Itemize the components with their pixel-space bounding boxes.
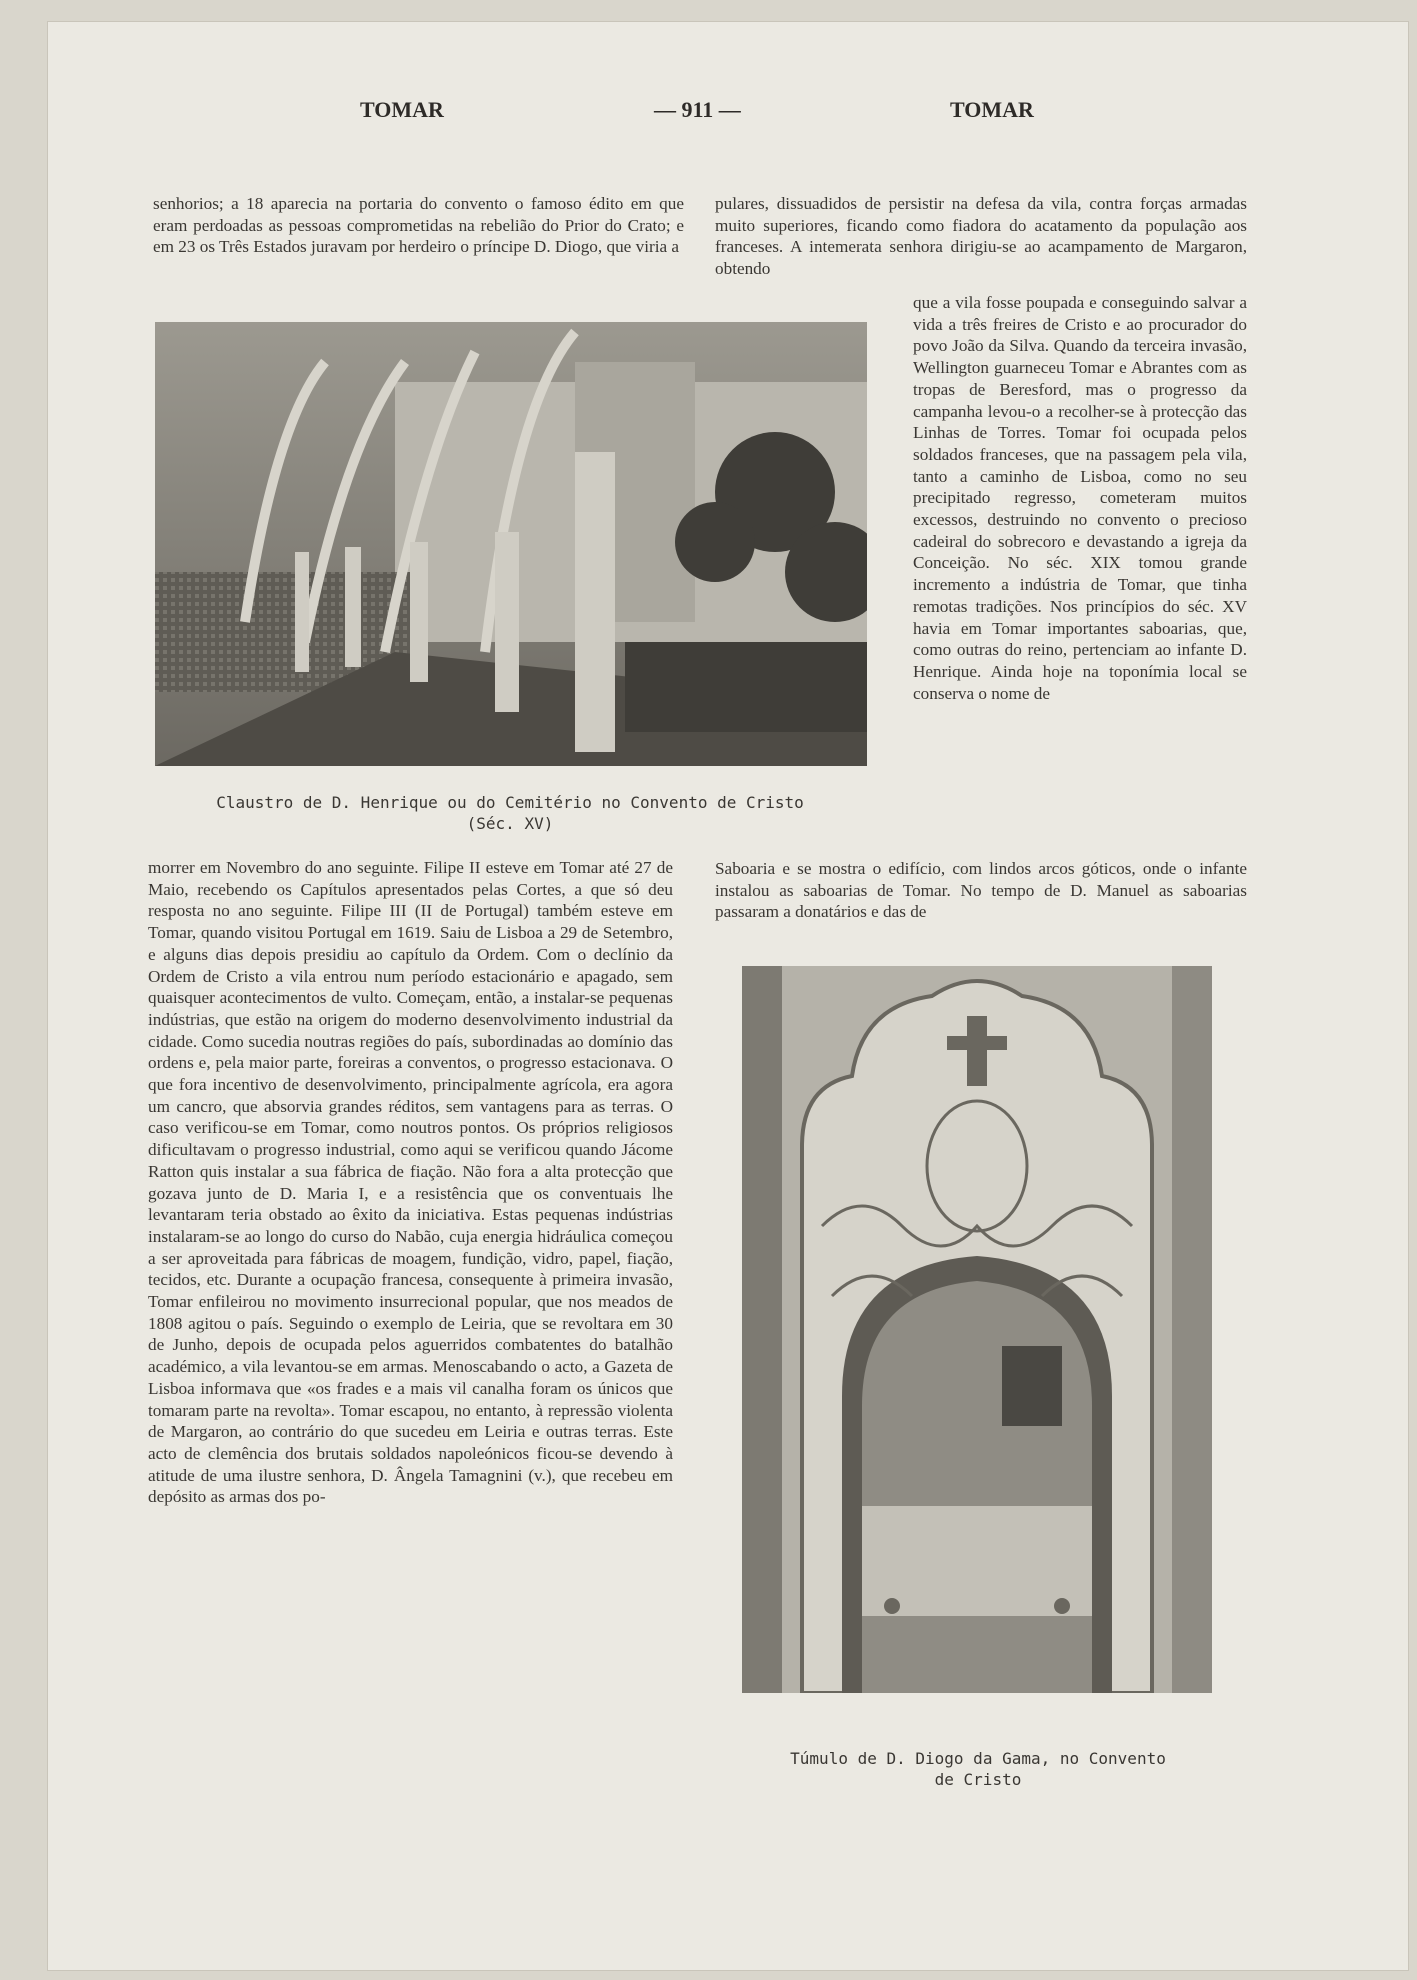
paragraph: Saboaria e se mostra o edifício, com lindos arcos góticos, onde o infante instalou as saboarias de Tomar. No tempo de D. Manuel as saboarias passaram a donatários e das de (715, 859, 1247, 922)
right-column-wide (715, 858, 1247, 923)
figure-caption-cloister (150, 792, 870, 834)
header-left: TOMAR (360, 97, 444, 122)
caption-line: de Cristo (934, 1770, 1022, 1789)
cloister-photo (155, 322, 867, 766)
tomb-illustration (742, 966, 1212, 1693)
right-column-narrow (913, 292, 1247, 704)
right-column-top (715, 193, 1247, 280)
paragraph: senhorios; a 18 aparecia na portaria do convento o famoso édito em que eram perdoadas as pessoas comprometidas na rebelião do Prior do Crato; e em 23 os Três Estados juravam por herdeiro o príncipe D. Diogo, que viria a (153, 194, 684, 257)
left-column-top (153, 193, 684, 258)
running-header (0, 97, 1417, 133)
tomb-photo (742, 966, 1212, 1693)
cloister-illustration (155, 322, 867, 766)
paragraph: pulares, dissuadidos de persistir na defesa da vila, contra forças armadas muito superiores, ficando como fiadora do acatamento da população aos franceses. A intemerata senhora dirigiu-se ao acampamento de Margaron, obtendo (715, 194, 1247, 279)
left-column-bottom (148, 857, 673, 1508)
paragraph: que a vila fosse poupada e conseguindo salvar a vida a três freires de Cristo e ao procurador do povo João da Silva. Quando da terceira invasão, Wellington guarneceu Tomar e Abrantes com as tropas de Beresford, mas o progresso da campanha levou-o a recolher-se à protecção das Linhas de Torres. Tomar foi ocupada pelos soldados franceses, que na passagem pela vila, tanto a caminho de Lisboa, como no seu precipitado regresso, cometeram muitos excessos, destruindo no convento o precioso cadeiral do sobrecoro e devastando a igreja da Conceição. No séc. XIX tomou grande incremento a indústria de Tomar, que tinha remotas tradições. Nos princípios do séc. XV havia em Tomar importantes saboarias, que, como outras do reino, pertenciam ao infante D. Henrique. Ainda hoje na toponímia local se conserva o nome de (913, 293, 1247, 703)
caption-line: (Séc. XV) (466, 814, 554, 833)
figure-caption-tomb (718, 1748, 1238, 1790)
header-right: TOMAR (950, 97, 1034, 122)
page-number: — 911 — (654, 97, 741, 122)
caption-line: Claustro de D. Henrique ou do Cemitério no Convento de Cristo (216, 793, 804, 812)
caption-line: Túmulo de D. Diogo da Gama, no Convento (790, 1749, 1166, 1768)
paragraph: morrer em Novembro do ano seguinte. Filipe II esteve em Tomar até 27 de Maio, recebendo os Capítulos apresentados pelas Cortes, a que só deu resposta no ano seguinte. Filipe III (II de Portugal) também esteve em Tomar, quando visitou Portugal em 1619. Saiu de Lisboa a 29 de Setembro, e alguns dias depois presidiu ao capítulo da Ordem. Com o declínio da Ordem de Cristo a vila entrou num período estacionário e apagado, sem quaisquer acontecimentos de vulto. Começam, então, a instalar-se pequenas indústrias, que estão na origem do moderno desenvolvimento industrial da cidade. Como sucedia noutras regiões do país, subordinadas ao domínio das ordens e, pela maior parte, foreiras a conventos, o progresso estacionava. O que fora incentivo de desenvolvimento, principalmente agrícola, era agora um cancro, que absorvia grandes réditos, sem vantagens para as terras. O caso verificou-se em Tomar, como noutros pontos. Os próprios religiosos dificultavam o progresso industrial, como aqui se verificou quando Jácome Ratton quis instalar a sua fábrica de fiação. Não fora a alta protecção que gozava junto de D. Maria I, e a resistência que os conventuais lhe levantaram teria obstado ao êxito da iniciativa. Estas pequenas indústrias instalaram-se ao longo do curso do Nabão, cuja energia hidráulica começou a ser aproveitada para fábricas de moagem, fundição, vidro, papel, fiação, tecidos, etc. Durante a ocupação francesa, consequente à primeira invasão, Tomar enfileirou no movimento insurrecional popular, que nos meados de 1808 agitou o país. Seguindo o exemplo de Leiria, que se revoltara em 30 de Junho, depois de ocupada pelos aguerridos combatentes do batalhão académico, a vila levantou-se em armas. Menoscabando o acto, a Gazeta de Lisboa informava que «os frades e a mais vil canalha foram os únicos que tomaram parte na revolta». Tomar escapou, no entanto, à repressão violenta de Margaron, ao contrário do que sucedeu em Leiria e outras terras. Este acto de clemência dos brutais soldados napoleónicos ficou-se devendo à atitude de uma ilustre senhora, D. Ângela Tamagnini (v.), que recebeu em depósito as armas dos po- (148, 858, 673, 1507)
